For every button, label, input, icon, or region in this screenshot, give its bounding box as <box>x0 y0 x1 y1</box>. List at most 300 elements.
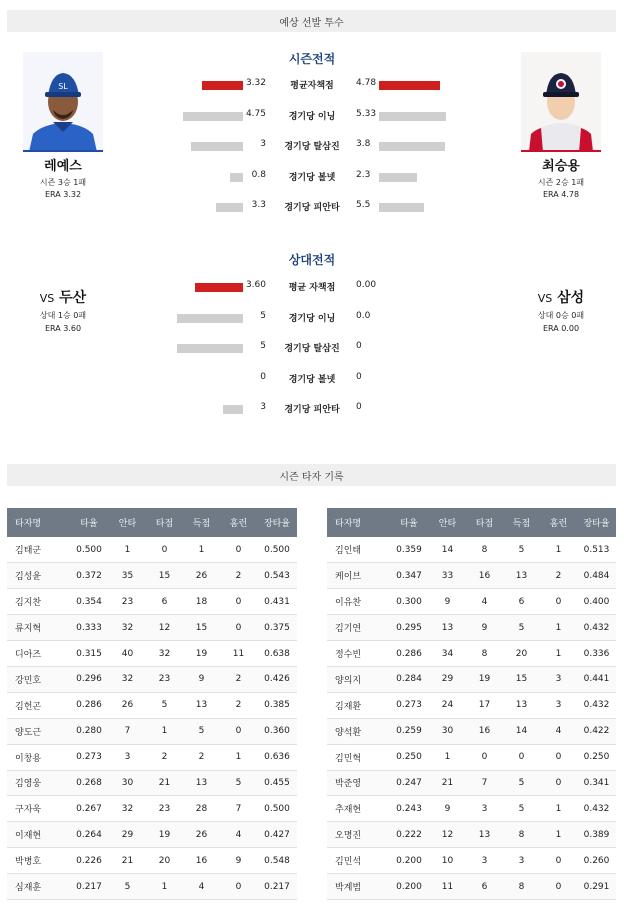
stat-cell: 1 <box>429 744 466 770</box>
batter-name: 김기연 <box>327 615 389 641</box>
stat-cell: 0 <box>146 537 183 563</box>
column-header[interactable]: 타점 <box>466 508 503 537</box>
batter-name: 박계범 <box>327 874 389 900</box>
stat-cell: 0.484 <box>577 563 616 589</box>
stat-cell: 3 <box>540 692 577 718</box>
column-header[interactable]: 타율 <box>389 508 429 537</box>
stat-cell: 3 <box>466 796 503 822</box>
table-row <box>7 589 297 615</box>
batter-name: 박준영 <box>327 770 389 796</box>
stat-cell: 5 <box>503 770 540 796</box>
left-value: 0.8 <box>251 169 266 180</box>
table-row <box>327 744 616 770</box>
left-value: 3 <box>260 139 266 149</box>
right-value: 0.0 <box>356 310 371 321</box>
stat-cell: 0.400 <box>577 589 616 615</box>
stat-cell: 7 <box>220 796 257 822</box>
svg-text:SL: SL <box>58 82 68 91</box>
left-vs-era: ERA 3.60 <box>44 324 82 333</box>
stat-cell: 6 <box>503 589 540 615</box>
stat-cell: 0.222 <box>389 822 429 848</box>
batter-name: 김성윤 <box>7 563 69 589</box>
stat-label: 경기당 볼넷 <box>288 172 336 183</box>
stat-cell: 40 <box>109 641 146 667</box>
stat-cell: 1 <box>146 718 183 744</box>
batter-name: 김영웅 <box>7 770 69 796</box>
stat-cell: 1 <box>109 537 146 563</box>
stat-cell: 23 <box>109 589 146 615</box>
stat-cell: 11 <box>220 641 257 667</box>
stat-label: 경기당 볼넷 <box>288 374 336 385</box>
stat-cell: 0.268 <box>69 770 109 796</box>
column-header[interactable]: 홈런 <box>220 508 257 537</box>
left-vs-team: 두산 <box>59 290 87 306</box>
left-value: 0 <box>260 371 266 382</box>
right-pitcher-era: ERA 4.78 <box>542 190 580 199</box>
stat-cell: 0.638 <box>257 641 297 667</box>
stat-cell: 0.500 <box>257 537 297 563</box>
stat-cell: 4 <box>220 822 257 848</box>
stat-cell: 0.500 <box>257 796 297 822</box>
stat-cell: 0 <box>540 744 577 770</box>
stat-cell: 4 <box>466 589 503 615</box>
stat-cell: 0 <box>540 589 577 615</box>
stat-cell: 0.273 <box>69 744 109 770</box>
stat-cell: 1 <box>146 874 183 900</box>
right-value: 0 <box>356 341 362 351</box>
table-row <box>7 822 297 848</box>
right-value-bar <box>379 112 446 121</box>
right-value: 0 <box>356 402 362 412</box>
left-value: 3.60 <box>245 280 266 290</box>
stat-cell: 24 <box>429 692 466 718</box>
stat-cell: 21 <box>429 770 466 796</box>
stat-cell: 0 <box>540 848 577 874</box>
stat-row <box>0 77 624 93</box>
stat-cell: 5 <box>183 718 220 744</box>
stat-cell: 0.333 <box>69 615 109 641</box>
left-pitcher-era: ERA 3.32 <box>44 190 82 199</box>
batter-name: 김재환 <box>327 692 389 718</box>
stat-cell: 29 <box>429 666 466 692</box>
stat-cell: 0.264 <box>69 822 109 848</box>
stat-cell: 0 <box>220 537 257 563</box>
stat-cell: 19 <box>146 822 183 848</box>
table-row <box>327 563 616 589</box>
stat-cell: 0.636 <box>257 744 297 770</box>
stat-cell: 13 <box>183 770 220 796</box>
stat-cell: 6 <box>146 589 183 615</box>
stat-cell: 0.296 <box>69 666 109 692</box>
column-header[interactable]: 득점 <box>183 508 220 537</box>
batter-name: 추재현 <box>327 796 389 822</box>
right-value: 5.33 <box>356 108 377 119</box>
stat-cell: 19 <box>183 641 220 667</box>
table-row <box>327 848 616 874</box>
stat-label: 경기당 이닝 <box>288 111 336 122</box>
stat-cell: 19 <box>466 666 503 692</box>
stat-cell: 1 <box>540 822 577 848</box>
table-row <box>327 770 616 796</box>
table-row <box>7 537 297 563</box>
table-row <box>7 796 297 822</box>
stat-row <box>0 340 624 356</box>
stat-cell: 0.431 <box>257 589 297 615</box>
stat-cell: 2 <box>220 563 257 589</box>
stat-cell: 0.250 <box>389 744 429 770</box>
left-pitcher-record: 시즌 3승 1패 <box>39 178 87 187</box>
stat-row <box>0 310 624 326</box>
left-team-batting-table <box>7 508 297 900</box>
stat-row <box>0 169 624 185</box>
table-row <box>7 874 297 900</box>
stat-cell: 0.336 <box>577 641 616 667</box>
right-pitcher-photo <box>521 52 601 152</box>
stat-cell: 0.548 <box>257 848 297 874</box>
stat-cell: 32 <box>109 615 146 641</box>
batter-name: 김지찬 <box>7 589 69 615</box>
batter-name: 구자욱 <box>7 796 69 822</box>
left-value: 5 <box>260 341 266 351</box>
stat-cell: 21 <box>146 770 183 796</box>
stat-cell: 26 <box>183 822 220 848</box>
right-pitcher-record: 시즌 2승 1패 <box>537 178 585 187</box>
column-header[interactable]: 타자명 <box>7 508 69 537</box>
stat-cell: 12 <box>429 822 466 848</box>
table-row <box>7 744 297 770</box>
stat-row <box>0 138 624 154</box>
column-header[interactable]: 장타율 <box>257 508 297 537</box>
stat-cell: 0.217 <box>69 874 109 900</box>
stat-cell: 0.200 <box>389 848 429 874</box>
stat-cell: 0.200 <box>389 874 429 900</box>
batter-name: 양도근 <box>7 718 69 744</box>
batter-name: 김태군 <box>7 537 69 563</box>
stat-cell: 9 <box>183 666 220 692</box>
stat-cell: 0.217 <box>257 874 297 900</box>
right-value: 3.8 <box>356 139 371 149</box>
stat-cell: 14 <box>429 537 466 563</box>
stat-cell: 20 <box>503 641 540 667</box>
stat-cell: 7 <box>109 718 146 744</box>
stat-cell: 0.291 <box>577 874 616 900</box>
batter-name: 양석환 <box>327 718 389 744</box>
stat-row <box>0 199 624 215</box>
batter-name: 류지혁 <box>7 615 69 641</box>
stat-row <box>0 401 624 417</box>
stat-cell: 4 <box>183 874 220 900</box>
season-record-title: 시즌전적 <box>288 52 336 66</box>
right-team-batting-table <box>327 508 616 900</box>
batter-name: 이유찬 <box>327 589 389 615</box>
stat-label: 평균자책점 <box>290 81 334 91</box>
stat-cell: 30 <box>429 718 466 744</box>
player-silhouette-icon <box>521 52 601 152</box>
stat-cell: 6 <box>466 874 503 900</box>
stat-cell: 8 <box>503 822 540 848</box>
stat-cell: 1 <box>540 615 577 641</box>
right-value: 0 <box>356 371 362 382</box>
column-header[interactable]: 안타 <box>109 508 146 537</box>
batter-name: 박병호 <box>7 848 69 874</box>
stat-cell: 3 <box>466 848 503 874</box>
table-row <box>7 692 297 718</box>
stat-cell: 4 <box>540 718 577 744</box>
stat-cell: 0.359 <box>389 537 429 563</box>
stat-cell: 0.300 <box>389 589 429 615</box>
table-row <box>7 615 297 641</box>
stat-cell: 13 <box>466 822 503 848</box>
stat-cell: 17 <box>466 692 503 718</box>
predicted-pitchers-header <box>7 10 616 32</box>
stat-cell: 15 <box>146 563 183 589</box>
stat-cell: 1 <box>540 796 577 822</box>
stat-cell: 28 <box>183 796 220 822</box>
stat-cell: 21 <box>109 848 146 874</box>
stat-cell: 0.432 <box>577 692 616 718</box>
left-value: 4.75 <box>245 108 266 119</box>
left-pitcher-photo <box>23 52 103 152</box>
table-row <box>327 641 616 667</box>
stat-cell: 30 <box>109 770 146 796</box>
stat-cell: 2 <box>146 744 183 770</box>
stat-cell: 8 <box>503 874 540 900</box>
stat-cell: 16 <box>466 718 503 744</box>
batter-name: 김민혁 <box>327 744 389 770</box>
stat-cell: 0.422 <box>577 718 616 744</box>
stat-cell: 0.267 <box>69 796 109 822</box>
table-row <box>327 589 616 615</box>
stat-cell: 2 <box>220 692 257 718</box>
stat-cell: 0.432 <box>577 615 616 641</box>
stat-cell: 0.426 <box>257 666 297 692</box>
table-row <box>7 848 297 874</box>
stat-cell: 33 <box>429 563 466 589</box>
stat-cell: 16 <box>466 563 503 589</box>
stat-cell: 0 <box>220 615 257 641</box>
stat-cell: 0.247 <box>389 770 429 796</box>
stat-row <box>0 108 624 124</box>
column-header[interactable]: 타점 <box>146 508 183 537</box>
batter-name: 이재현 <box>7 822 69 848</box>
table-row <box>327 666 616 692</box>
stat-cell: 0 <box>503 744 540 770</box>
right-value: 5.5 <box>356 200 371 210</box>
right-value-bar <box>379 173 417 182</box>
stat-row <box>0 279 624 295</box>
right-value-bar <box>379 81 440 90</box>
left-vs-record: 상대 1승 0패 <box>39 311 87 320</box>
stat-cell: 0.441 <box>577 666 616 692</box>
column-header[interactable]: 장타율 <box>577 508 616 537</box>
header-title: 예상 선발 투수 <box>279 17 344 29</box>
stat-cell: 0.295 <box>389 615 429 641</box>
player-silhouette-icon <box>23 52 103 152</box>
stat-cell: 0.280 <box>69 718 109 744</box>
right-vs-era: ERA 0.00 <box>542 324 580 333</box>
stat-label: 경기당 피안타 <box>284 203 340 213</box>
stat-cell: 0 <box>220 718 257 744</box>
stat-cell: 0.284 <box>389 666 429 692</box>
stat-cell: 0.286 <box>69 692 109 718</box>
stat-label: 경기당 탈삼진 <box>284 142 340 152</box>
batter-name: 케이브 <box>327 563 389 589</box>
stat-cell: 23 <box>146 796 183 822</box>
stat-cell: 10 <box>429 848 466 874</box>
right-value-bar <box>379 142 445 151</box>
stat-cell: 0.243 <box>389 796 429 822</box>
stat-cell: 0.347 <box>389 563 429 589</box>
stat-cell: 0.259 <box>389 718 429 744</box>
batter-name: 오명진 <box>327 822 389 848</box>
stat-cell: 16 <box>183 848 220 874</box>
stat-cell: 11 <box>429 874 466 900</box>
stat-cell: 5 <box>503 537 540 563</box>
stat-cell: 1 <box>220 744 257 770</box>
table-row <box>7 718 297 744</box>
left-value: 3.3 <box>251 200 266 210</box>
batter-name: 김인태 <box>327 537 389 563</box>
table-row <box>327 796 616 822</box>
stat-cell: 0.315 <box>69 641 109 667</box>
right-vs-record: 상대 0승 0패 <box>537 311 585 320</box>
stat-cell: 5 <box>146 692 183 718</box>
stat-cell: 3 <box>109 744 146 770</box>
stat-cell: 1 <box>183 537 220 563</box>
batting-title: 시즌 타자 기록 <box>279 471 344 483</box>
stat-cell: 0 <box>220 589 257 615</box>
table-row <box>327 822 616 848</box>
stat-label: 평균 자책점 <box>288 283 336 293</box>
right-value: 4.78 <box>356 78 377 88</box>
table-row <box>7 666 297 692</box>
stat-cell: 32 <box>109 666 146 692</box>
stat-cell: 0 <box>466 744 503 770</box>
left-value: 3 <box>260 402 266 412</box>
stat-cell: 5 <box>503 796 540 822</box>
right-value: 2.3 <box>356 169 371 180</box>
stat-cell: 26 <box>183 563 220 589</box>
stat-row <box>0 371 624 387</box>
stat-cell: 13 <box>183 692 220 718</box>
table-row <box>327 718 616 744</box>
column-header[interactable]: 득점 <box>503 508 540 537</box>
stat-cell: 3 <box>503 848 540 874</box>
stat-cell: 1 <box>540 641 577 667</box>
batter-name: 김민석 <box>327 848 389 874</box>
stat-cell: 9 <box>429 589 466 615</box>
stat-cell: 29 <box>109 822 146 848</box>
table-row <box>327 615 616 641</box>
stat-cell: 12 <box>146 615 183 641</box>
stat-cell: 13 <box>503 692 540 718</box>
stat-cell: 2 <box>183 744 220 770</box>
column-header[interactable]: 안타 <box>429 508 466 537</box>
stat-cell: 0.354 <box>69 589 109 615</box>
stat-cell: 0.375 <box>257 615 297 641</box>
left-vs-prefix: VS <box>39 292 55 305</box>
stat-cell: 9 <box>220 848 257 874</box>
right-vs-team: 삼성 <box>557 290 585 306</box>
head-to-head-title: 상대전적 <box>288 253 336 267</box>
left-pitcher-name: 레예스 <box>44 159 82 174</box>
stat-cell: 0.372 <box>69 563 109 589</box>
stat-label: 경기당 탈삼진 <box>284 344 340 354</box>
batter-name: 디아즈 <box>7 641 69 667</box>
table-row <box>327 874 616 900</box>
stat-cell: 35 <box>109 563 146 589</box>
stat-cell: 1 <box>540 537 577 563</box>
left-value: 3.32 <box>245 78 266 88</box>
stat-cell: 15 <box>503 666 540 692</box>
right-pitcher-name: 최승용 <box>542 159 580 174</box>
stat-cell: 32 <box>109 796 146 822</box>
table-row <box>327 537 616 563</box>
stat-cell: 0.500 <box>69 537 109 563</box>
stat-cell: 0.226 <box>69 848 109 874</box>
batting-records-header <box>7 464 616 486</box>
stat-cell: 0 <box>540 874 577 900</box>
stat-cell: 0.427 <box>257 822 297 848</box>
right-vs-prefix: VS <box>537 292 553 305</box>
stat-cell: 0.341 <box>577 770 616 796</box>
stat-cell: 23 <box>146 666 183 692</box>
stat-cell: 0.260 <box>577 848 616 874</box>
stat-cell: 0.250 <box>577 744 616 770</box>
table-row <box>327 692 616 718</box>
stat-cell: 5 <box>220 770 257 796</box>
batter-name: 양의지 <box>327 666 389 692</box>
stat-cell: 20 <box>146 848 183 874</box>
stat-cell: 3 <box>540 666 577 692</box>
stat-cell: 26 <box>109 692 146 718</box>
column-header[interactable]: 홈런 <box>540 508 577 537</box>
stat-cell: 13 <box>429 615 466 641</box>
stat-cell: 0.543 <box>257 563 297 589</box>
table-row <box>7 641 297 667</box>
stat-cell: 0.513 <box>577 537 616 563</box>
stat-label: 경기당 피안타 <box>284 405 340 415</box>
column-header[interactable]: 타율 <box>69 508 109 537</box>
stat-cell: 9 <box>466 615 503 641</box>
stat-cell: 0 <box>540 770 577 796</box>
stat-cell: 32 <box>146 641 183 667</box>
stat-cell: 34 <box>429 641 466 667</box>
stat-cell: 0 <box>220 874 257 900</box>
stat-cell: 2 <box>220 666 257 692</box>
stat-cell: 5 <box>503 615 540 641</box>
table-row <box>7 770 297 796</box>
stat-label: 경기당 이닝 <box>288 313 336 324</box>
right-value-bar <box>379 203 424 212</box>
batter-name: 강민호 <box>7 666 69 692</box>
stat-cell: 0.360 <box>257 718 297 744</box>
stat-cell: 13 <box>503 563 540 589</box>
table-row <box>7 563 297 589</box>
left-value: 5 <box>260 310 266 321</box>
stat-cell: 7 <box>466 770 503 796</box>
batter-name: 김헌곤 <box>7 692 69 718</box>
stat-cell: 0.385 <box>257 692 297 718</box>
batter-name: 정수빈 <box>327 641 389 667</box>
stat-cell: 0.273 <box>389 692 429 718</box>
column-header[interactable]: 타자명 <box>327 508 389 537</box>
stat-cell: 18 <box>183 589 220 615</box>
stat-cell: 9 <box>429 796 466 822</box>
stat-cell: 15 <box>183 615 220 641</box>
stat-cell: 2 <box>540 563 577 589</box>
batter-name: 이창용 <box>7 744 69 770</box>
